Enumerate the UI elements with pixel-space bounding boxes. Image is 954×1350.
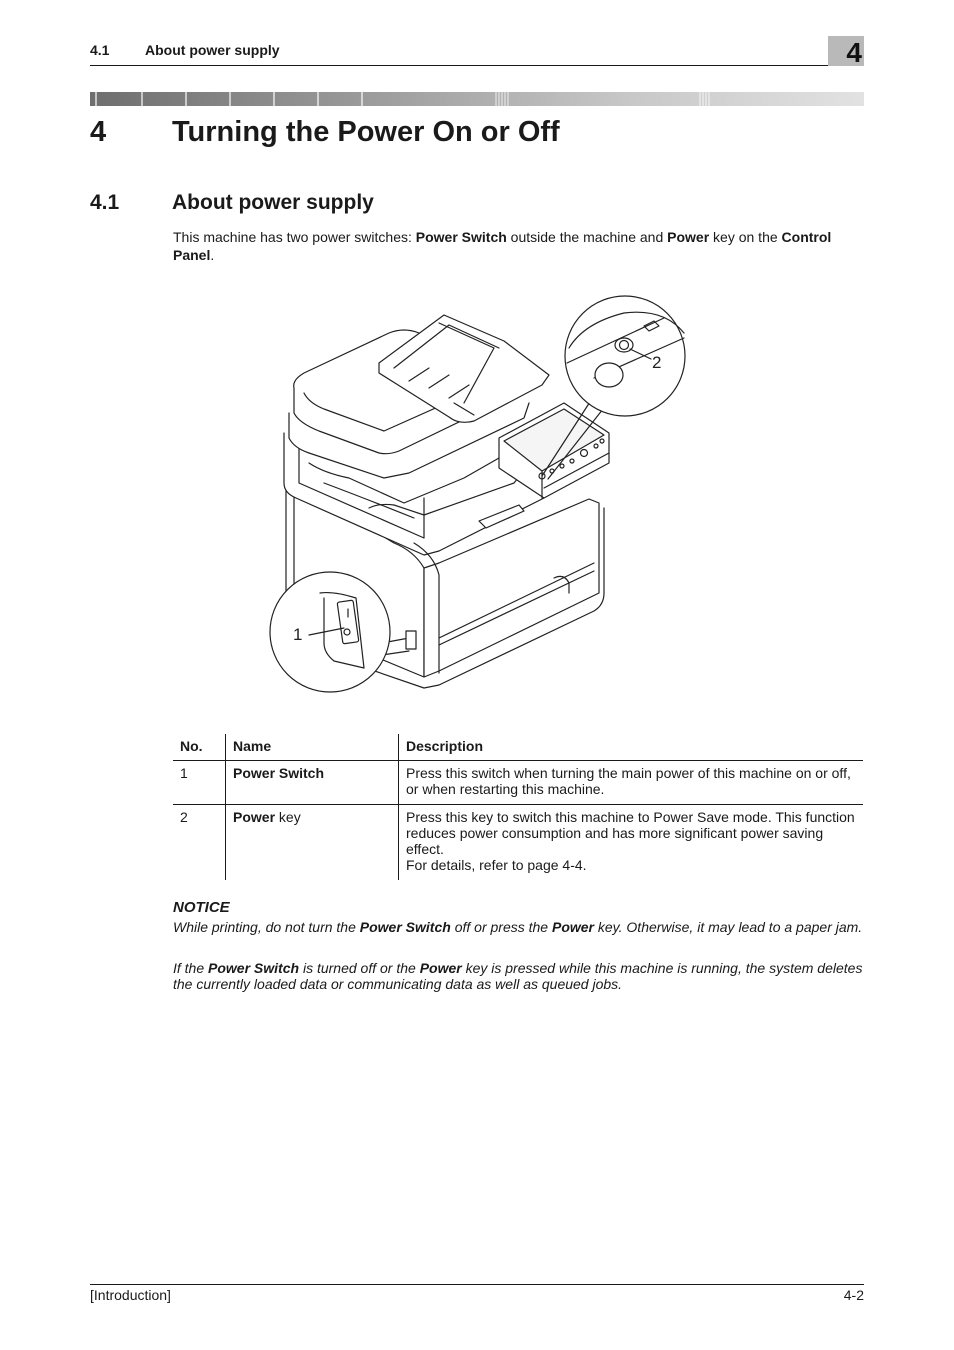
notice-bold: Power <box>551 919 594 935</box>
notice-text: If the <box>173 960 209 976</box>
notice-text: key. Otherwise, it may lead to a paper jam. <box>594 919 863 935</box>
section-title <box>90 191 374 215</box>
notice-text: off or press the <box>450 919 552 935</box>
intro-bold-control-panel: Control Panel <box>173 229 832 263</box>
notice-text: key is pressed while this machine is running, the system deletes the currently loaded data or communicating data as well as queued jobs. <box>173 960 863 992</box>
machine-illustration <box>264 293 694 696</box>
column-header-description: Description <box>399 734 864 761</box>
footer-rule <box>90 1284 864 1285</box>
notice-bold: Power Switch <box>359 919 451 935</box>
row-description-text: Press this key to switch this machine to Power Save mode. This function reduces power consumption and has more significant power saving effect. <box>406 809 855 857</box>
notice-bold: Power <box>419 960 462 976</box>
table-header-row <box>173 734 863 761</box>
intro-bold-power: Power <box>667 229 710 245</box>
section-number: 4.1 <box>90 191 120 214</box>
row-number: 1 <box>173 761 226 805</box>
row-name-bold: Power <box>233 809 276 825</box>
row-name <box>226 805 399 881</box>
notice-paragraph-1 <box>173 919 863 935</box>
table-row <box>173 761 863 805</box>
table-row <box>173 805 863 881</box>
row-name <box>226 761 399 805</box>
header-section-number: 4.1 <box>90 42 110 58</box>
chapter-title-text: Turning the Power On or Off <box>172 116 560 148</box>
footer-section-label: [Introduction] <box>90 1287 171 1303</box>
section-title-text: About power supply <box>172 191 374 214</box>
running-header <box>90 42 280 58</box>
chapter-title <box>90 116 560 149</box>
row-name-rest: key <box>275 809 301 825</box>
row-description: Press this switch when turning the main power of this machine on or off, or when restarting this machine. <box>399 761 864 805</box>
notice-bold: Power Switch <box>208 960 300 976</box>
column-header-name: Name <box>226 734 399 761</box>
row-number: 2 <box>180 809 188 825</box>
callout-2-label: 2 <box>652 353 662 372</box>
intro-text: outside the machine and <box>506 229 668 245</box>
header-section-title: About power supply <box>145 42 280 58</box>
column-header-no: No. <box>173 734 226 761</box>
chapter-number: 4 <box>90 116 107 148</box>
intro-text: This machine has two power switches: <box>173 229 416 245</box>
notice-title: NOTICE <box>173 899 230 916</box>
row-description-reference: For details, refer to page 4-4. <box>406 857 587 873</box>
power-switch-table <box>173 734 863 880</box>
header-rule <box>90 65 864 66</box>
notice-text: While printing, do not turn the <box>173 919 360 935</box>
intro-paragraph <box>173 228 863 264</box>
row-name-bold: Power Switch <box>233 765 325 781</box>
decorative-bar <box>90 92 864 106</box>
notice-text: is turned off or the <box>299 960 420 976</box>
intro-text: . <box>210 247 215 263</box>
intro-bold-power-switch: Power Switch <box>415 229 507 245</box>
callout-1-label: 1 <box>293 625 303 644</box>
row-description <box>399 805 864 881</box>
intro-text: key on the <box>709 229 782 245</box>
chapter-tab: 4 <box>828 36 864 66</box>
notice-paragraph-2 <box>173 960 863 992</box>
footer-page-number: 4-2 <box>843 1287 864 1303</box>
